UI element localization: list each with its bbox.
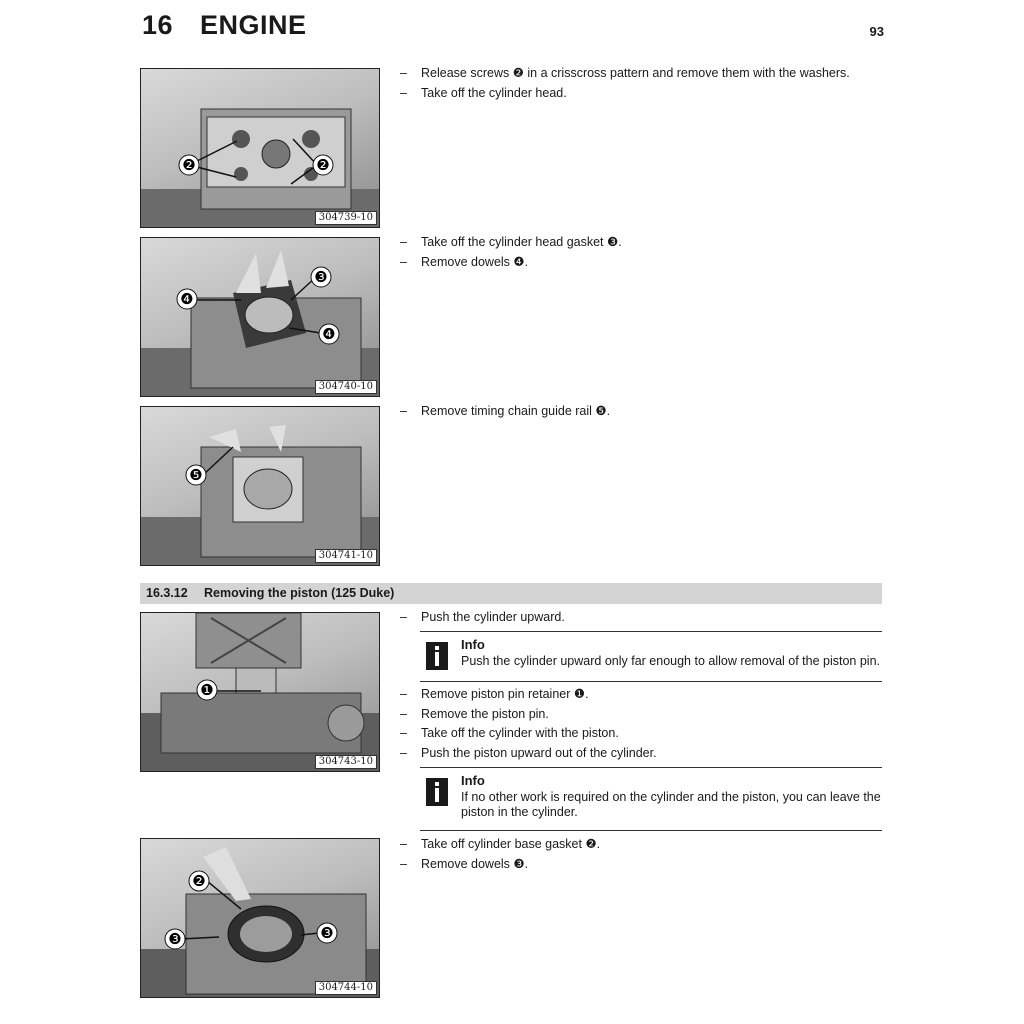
- photo-cylinder-head-gasket: [140, 237, 380, 397]
- step: – Take off cylinder base gasket ❷.: [400, 837, 601, 851]
- engine-illustration: [141, 69, 380, 228]
- page-number: 93: [869, 24, 884, 39]
- step: – Remove the piston pin.: [400, 707, 549, 721]
- figure-id: 304739-10: [315, 211, 377, 225]
- info-heading: Info: [461, 637, 485, 652]
- chapter-number: 16: [142, 10, 174, 40]
- info-heading: Info: [461, 773, 485, 788]
- section-title: Removing the piston (125 Duke): [204, 586, 395, 600]
- step: – Take off the cylinder head gasket ❸.: [400, 235, 622, 249]
- step: – Remove timing chain guide rail ❺.: [400, 404, 611, 418]
- step: – Release screws ❷ in a crisscross pattern and remove them with the washers.: [400, 66, 850, 80]
- info-icon: [426, 778, 448, 806]
- callout: ❷: [182, 156, 196, 174]
- engine-illustration: [141, 839, 380, 998]
- page-header: [142, 10, 884, 46]
- engine-illustration: [141, 238, 380, 397]
- info-note: [420, 631, 882, 682]
- callout: ❸: [168, 930, 182, 948]
- callout: ❷: [192, 872, 206, 890]
- info-text: Push the cylinder upward only far enough to allow removal of the piston pin.: [461, 654, 880, 668]
- callout: ❸: [320, 924, 334, 942]
- figure-id: 304744-10: [315, 981, 377, 995]
- engine-illustration: [141, 613, 380, 772]
- section-heading: [140, 583, 882, 604]
- step: – Remove piston pin retainer ❶.: [400, 687, 589, 701]
- figure-id: 304741-10: [315, 549, 377, 563]
- step: – Take off the cylinder with the piston.: [400, 726, 619, 740]
- step: – Push the piston upward out of the cylinder.: [400, 746, 657, 760]
- callout: ❹: [322, 325, 336, 343]
- photo-cylinder-base-gasket: [140, 838, 380, 998]
- photo-timing-chain-guide-rail: [140, 406, 380, 566]
- step: – Take off the cylinder head.: [400, 86, 567, 100]
- engine-illustration: [141, 407, 380, 566]
- callout: ❶: [200, 681, 214, 699]
- callout: ❹: [180, 290, 194, 308]
- figure-id: 304740-10: [315, 380, 377, 394]
- info-note: [420, 767, 882, 831]
- photo-cylinder-head-screws: [140, 68, 380, 228]
- step: – Push the cylinder upward.: [400, 610, 565, 624]
- info-icon: [426, 642, 448, 670]
- step: – Remove dowels ❸.: [400, 857, 529, 871]
- figure-id: 304743-10: [315, 755, 377, 769]
- info-text: If no other work is required on the cylinder and the piston, you can leave the piston in the cylinder.: [461, 790, 881, 819]
- photo-piston-pin-retainer: [140, 612, 380, 772]
- callout: ❷: [316, 156, 330, 174]
- section-number: 16.3.12: [146, 586, 188, 600]
- callout: ❺: [189, 466, 203, 484]
- chapter-title: ENGINE: [200, 10, 307, 40]
- callout: ❸: [314, 268, 328, 286]
- step: – Remove dowels ❹.: [400, 255, 529, 269]
